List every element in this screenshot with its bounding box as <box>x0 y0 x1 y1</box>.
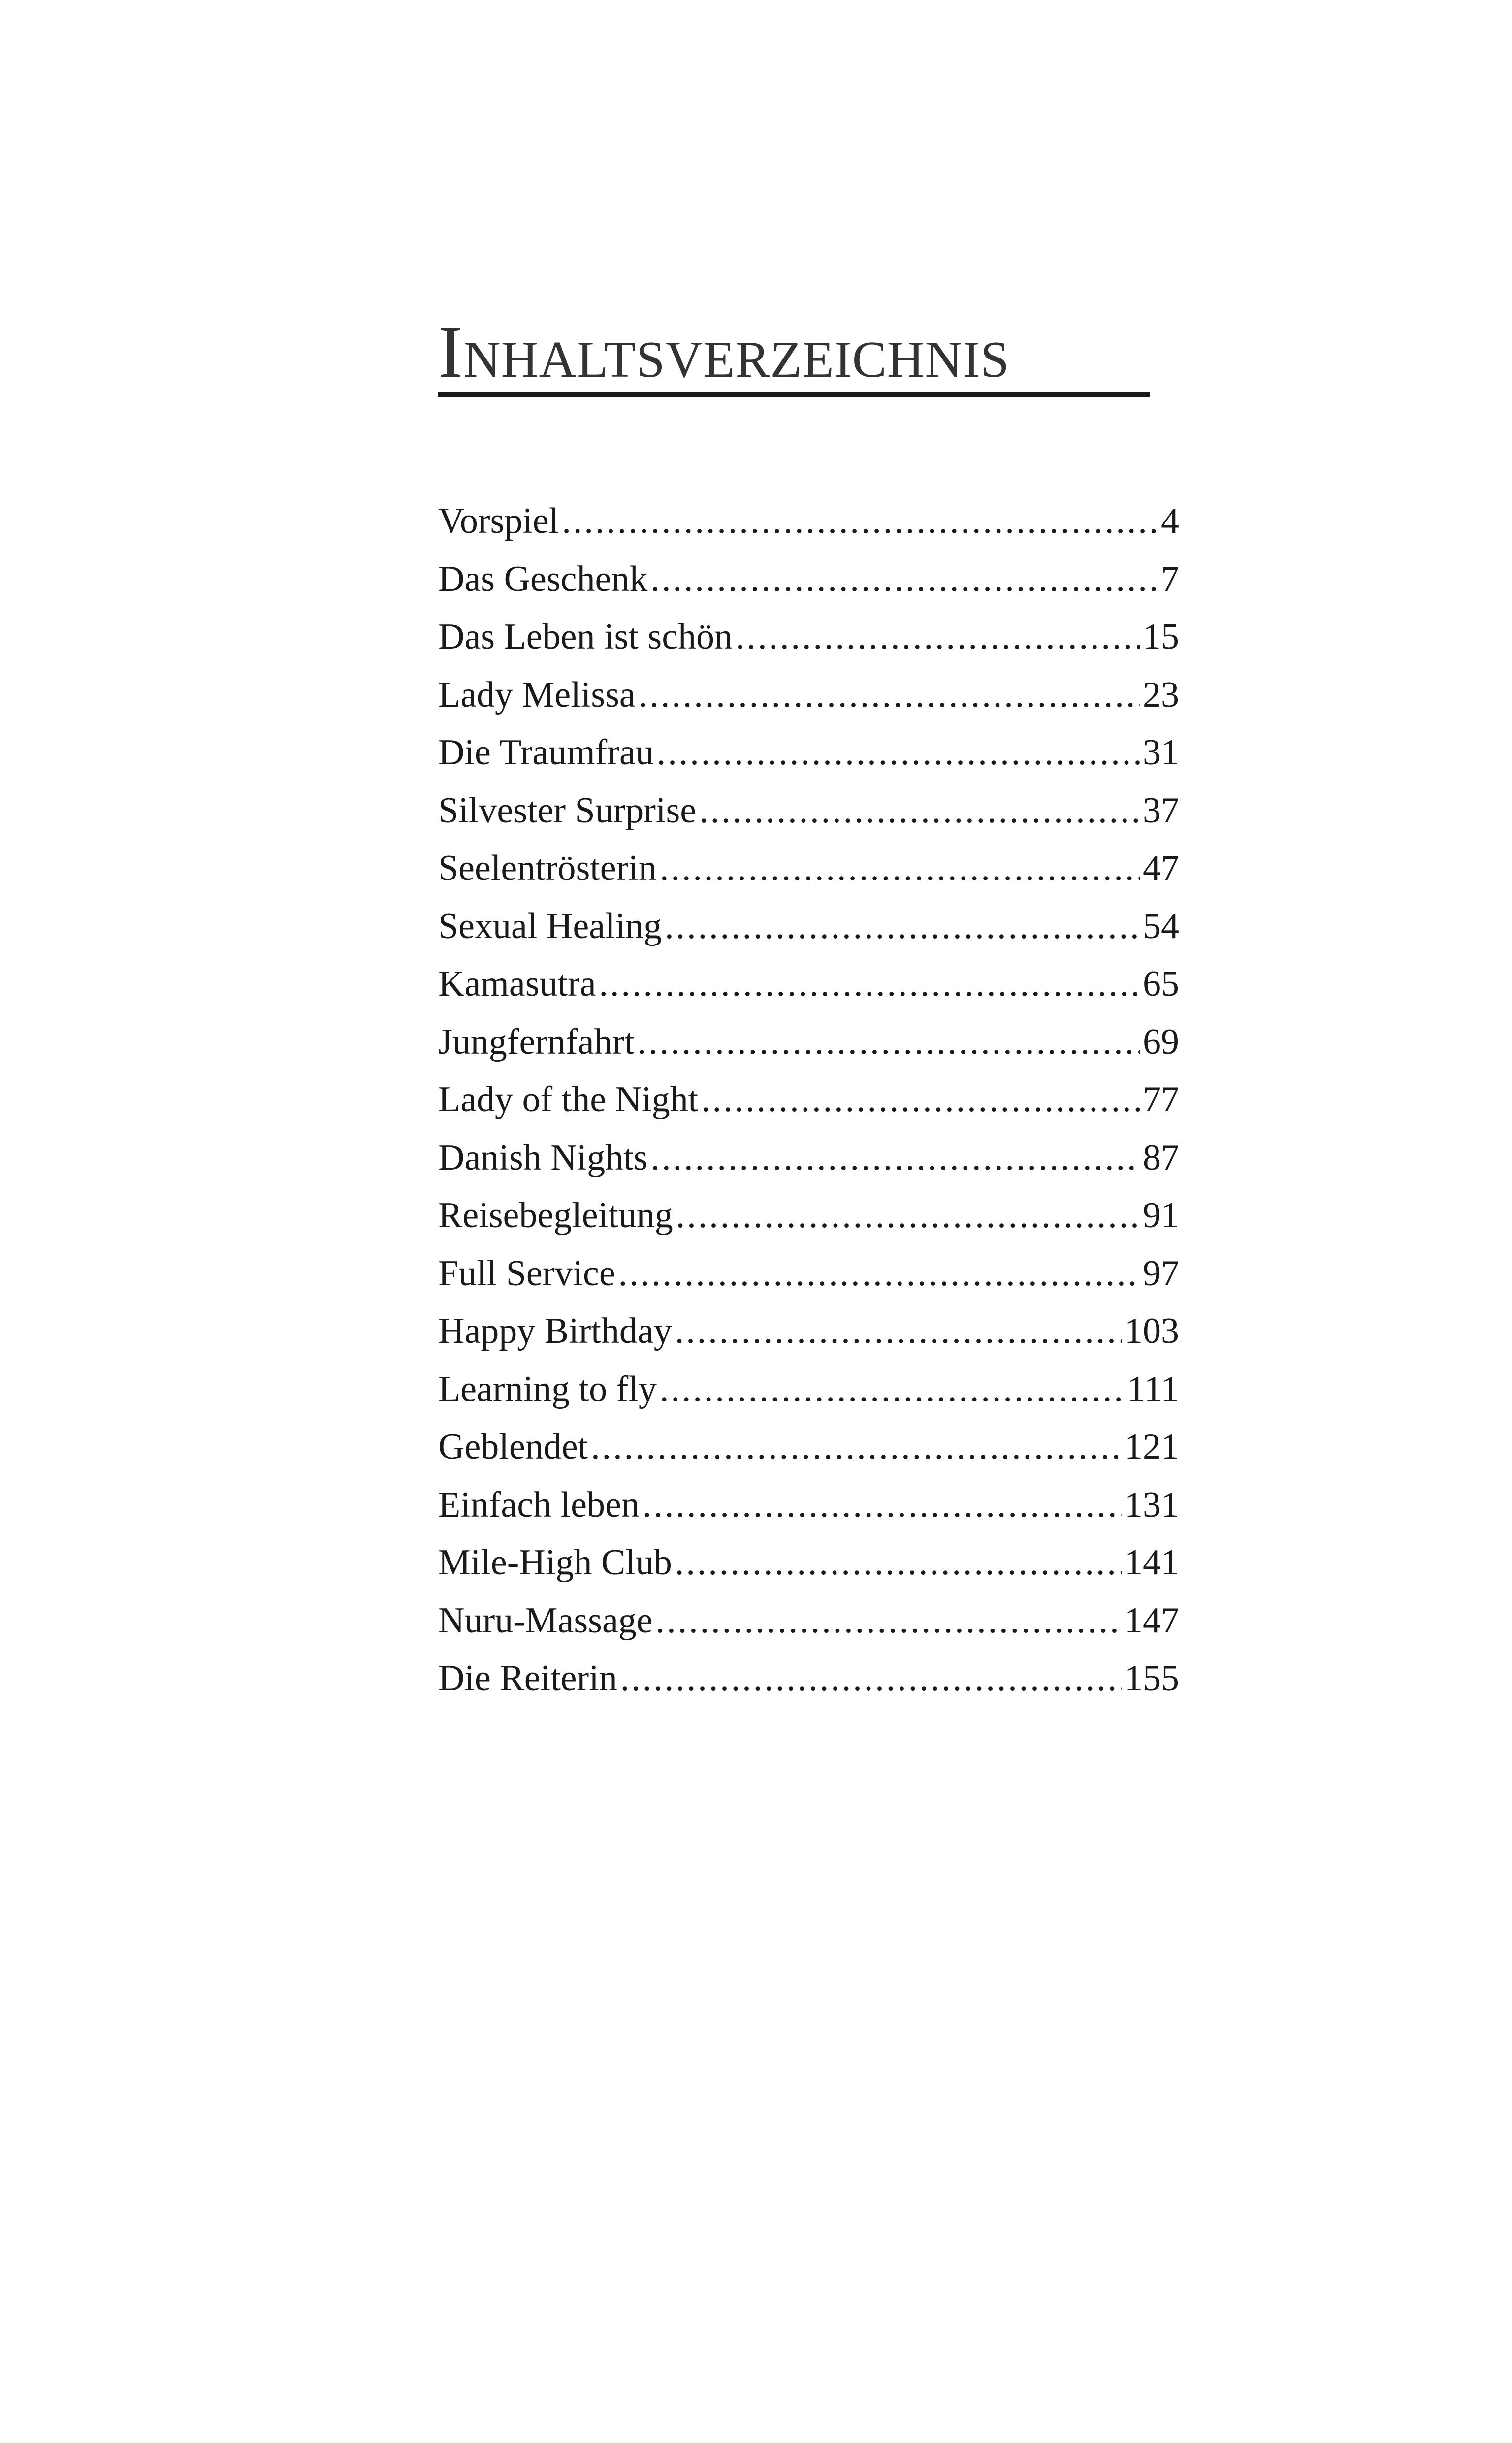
toc-entry <box>438 608 1179 666</box>
toc-entry <box>438 1534 1179 1592</box>
toc-entry <box>438 1650 1179 1708</box>
toc-entry-page-number: 23 <box>1143 674 1179 715</box>
toc-entry-page-number: 31 <box>1143 732 1179 773</box>
toc-entry-page-number: 111 <box>1127 1368 1179 1409</box>
toc-entry-title: Lady of the Night <box>438 1079 699 1120</box>
toc-dot-leader <box>639 666 1140 724</box>
toc-entry-page-number: 87 <box>1143 1137 1179 1178</box>
toc-entry-title: Geblendet <box>438 1427 588 1467</box>
toc-entry <box>438 1129 1179 1187</box>
toc-entry <box>438 782 1179 840</box>
toc-entry-page-number: 69 <box>1143 1021 1179 1062</box>
toc-dot-leader <box>650 551 1158 609</box>
toc-entry <box>438 898 1179 956</box>
toc-entry-title: Learning to fly <box>438 1368 657 1409</box>
toc-dot-leader <box>657 724 1140 782</box>
toc-entry-title: Sexual Healing <box>438 906 662 946</box>
toc-entry-page-number: 65 <box>1143 964 1179 1004</box>
toc-entry <box>438 551 1179 609</box>
toc-entry <box>438 840 1179 898</box>
toc-dot-leader <box>618 1245 1140 1303</box>
toc-entry <box>438 1303 1179 1361</box>
toc-entry-title: Silvester Surprise <box>438 790 697 831</box>
toc-entry-page-number: 15 <box>1143 617 1179 657</box>
toc-entry <box>438 1013 1179 1072</box>
toc-entry <box>438 1592 1179 1650</box>
toc-entry <box>438 666 1179 724</box>
toc-entry-page-number: 47 <box>1143 848 1179 888</box>
toc-dot-leader <box>638 1013 1140 1072</box>
toc-dot-leader <box>675 1534 1122 1592</box>
toc-entry-title: Das Geschenk <box>438 558 648 599</box>
toc-entry-title: Reisebegleitung <box>438 1195 673 1236</box>
toc-entry-title: Jungfernfahrt <box>438 1021 635 1062</box>
toc-entry-page-number: 155 <box>1125 1658 1179 1698</box>
toc-dot-leader <box>665 898 1140 956</box>
toc-entry-title: Full Service <box>438 1253 615 1294</box>
toc-entry-title: Einfach leben <box>438 1484 640 1525</box>
toc-entry <box>438 1071 1179 1129</box>
toc-dot-leader <box>656 1592 1122 1650</box>
toc-dot-leader <box>643 1476 1122 1534</box>
toc-entry-page-number: 4 <box>1161 501 1179 541</box>
toc-entry-page-number: 77 <box>1143 1079 1179 1120</box>
toc-dot-leader <box>599 955 1140 1013</box>
toc-dot-leader <box>591 1418 1122 1476</box>
toc-entry-page-number: 141 <box>1125 1542 1179 1583</box>
toc-entry <box>438 1476 1179 1534</box>
toc-entry <box>438 1418 1179 1476</box>
toc-entry-title: Kamasutra <box>438 964 596 1004</box>
table-of-contents <box>438 492 1179 1708</box>
toc-entry-page-number: 147 <box>1125 1600 1179 1641</box>
toc-dot-leader <box>701 1071 1140 1129</box>
toc-entry-title: Die Traumfrau <box>438 732 654 773</box>
toc-dot-leader <box>699 782 1140 840</box>
toc-entry-title: Das Leben ist schön <box>438 617 733 657</box>
toc-entry-page-number: 37 <box>1143 790 1179 831</box>
toc-entry-title: Nuru-Massage <box>438 1600 653 1641</box>
toc-dot-leader <box>620 1650 1122 1708</box>
toc-entry-page-number: 121 <box>1125 1427 1179 1467</box>
toc-dot-leader <box>660 1361 1125 1419</box>
toc-entry <box>438 724 1179 782</box>
toc-dot-leader <box>660 840 1140 898</box>
toc-entry-title: Lady Melissa <box>438 674 636 715</box>
toc-entry-page-number: 97 <box>1143 1253 1179 1294</box>
toc-entry-page-number: 103 <box>1125 1311 1179 1351</box>
toc-entry <box>438 1187 1179 1245</box>
toc-entry-page-number: 91 <box>1143 1195 1179 1236</box>
toc-entry-page-number: 7 <box>1161 558 1179 599</box>
toc-entry-title: Danish Nights <box>438 1137 648 1178</box>
toc-entry-title: Die Reiterin <box>438 1658 617 1698</box>
toc-entry-title: Happy Birthday <box>438 1311 672 1351</box>
toc-dot-leader <box>675 1303 1122 1361</box>
toc-entry-page-number: 131 <box>1125 1484 1179 1525</box>
toc-entry-title: Seelentrösterin <box>438 848 657 888</box>
toc-dot-leader <box>676 1187 1140 1245</box>
toc-entry <box>438 955 1179 1013</box>
toc-dot-leader <box>651 1129 1140 1187</box>
toc-dot-leader <box>736 608 1140 666</box>
toc-entry-title: Mile-High Club <box>438 1542 672 1583</box>
toc-entry-title: Vorspiel <box>438 501 559 541</box>
toc-entry <box>438 1245 1179 1303</box>
toc-dot-leader <box>562 492 1158 551</box>
toc-entry <box>438 492 1179 551</box>
toc-entry <box>438 1361 1179 1419</box>
toc-entry-page-number: 54 <box>1143 906 1179 946</box>
toc-heading: Inhaltsverzeichnis <box>438 315 1150 397</box>
